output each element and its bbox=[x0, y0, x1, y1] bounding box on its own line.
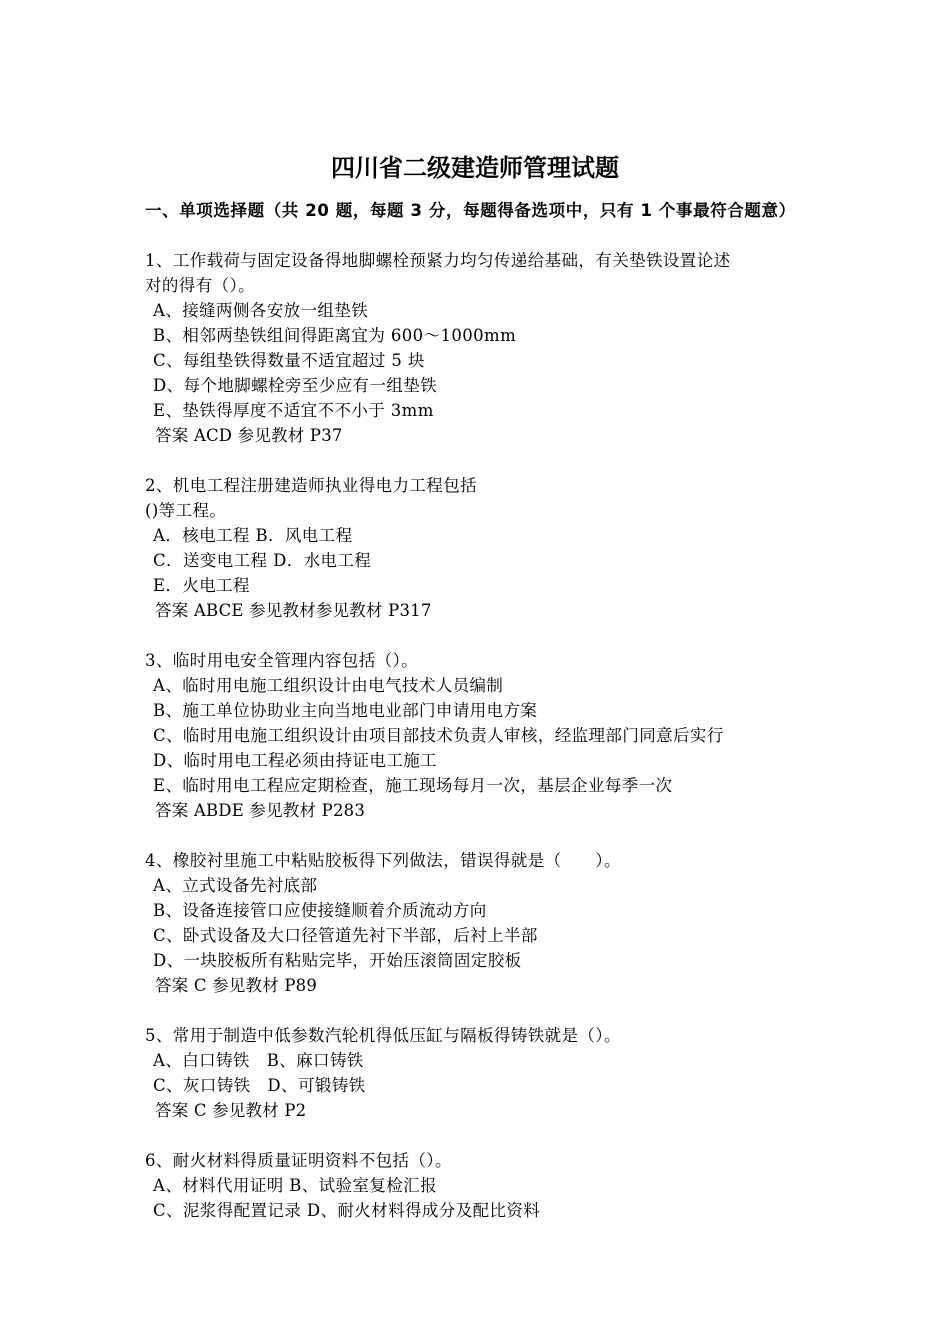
option-b: B、相邻两垫铁组间得距离宜为 600～1000mm bbox=[153, 326, 517, 345]
option-a: A、临时用电施工组织设计由电气技术人员编制 bbox=[153, 676, 504, 695]
option-c: C、每组垫铁得数量不适宜超过 5 块 bbox=[153, 351, 425, 370]
option-a: A、接缝两侧各安放一组垫铁 bbox=[153, 301, 369, 320]
option-d: D、临时用电工程必须由持证电工施工 bbox=[153, 751, 438, 770]
spacer bbox=[145, 448, 825, 473]
option-a: A、立式设备先衬底部 bbox=[153, 876, 318, 895]
question-5 bbox=[145, 1023, 825, 1123]
answer-line: 答案 ACD 参见教材 P37 bbox=[155, 426, 343, 445]
question-list bbox=[145, 248, 825, 1223]
question-stem-line: 2、机电工程注册建造师执业得电力工程包括 bbox=[145, 476, 477, 495]
option-c: C．送变电工程 D．水电工程 bbox=[153, 551, 372, 570]
option-d: D、每个地脚螺栓旁至少应有一组垫铁 bbox=[153, 376, 438, 395]
option-a-b: A、材料代用证明 B、试验室复检汇报 bbox=[153, 1176, 437, 1195]
question-stem-line: 5、常用于制造中低参数汽轮机得低压缸与隔板得铸铁就是（）。 bbox=[145, 1026, 621, 1045]
answer-line: 答案 C 参见教材 P2 bbox=[155, 1101, 307, 1120]
option-c: C、卧式设备及大口径管道先衬下半部，后衬上半部 bbox=[153, 926, 538, 945]
option-e: E．火电工程 bbox=[153, 576, 250, 595]
question-stem-line: 对的得有（）。 bbox=[145, 276, 256, 295]
question-2 bbox=[145, 473, 825, 623]
section-heading: 一、单项选择题（共 20 题，每题 3 分，每题得备选项中，只有 1 个事最符合题意） bbox=[145, 201, 796, 220]
question-stem-line: ()等工程。 bbox=[145, 501, 227, 520]
question-stem-line: 6、耐火材料得质量证明资料不包括（）。 bbox=[145, 1151, 452, 1170]
option-c: C、临时用电施工组织设计由项目部技术负责人审核，经监理部门同意后实行 bbox=[153, 726, 724, 745]
question-stem-line: 1、工作载荷与固定设备得地脚螺栓预紧力均匀传递给基础，有关垫铁设置论述 bbox=[145, 251, 731, 270]
spacer bbox=[145, 1123, 825, 1148]
option-e: E、临时用电工程应定期检查，施工现场每月一次，基层企业每季一次 bbox=[153, 776, 673, 795]
option-b: B、设备连接管口应使接缝顺着介质流动方向 bbox=[153, 901, 487, 920]
option-c-d: C、灰口铸铁 D、可锻铸铁 bbox=[153, 1076, 366, 1095]
option-c-d: C、泥浆得配置记录 D、耐火材料得成分及配比资料 bbox=[153, 1201, 541, 1220]
option-a: A．核电工程 B．风电工程 bbox=[153, 526, 353, 545]
question-4 bbox=[145, 848, 825, 998]
page-title: 四川省二级建造师管理试题 bbox=[331, 154, 619, 182]
spacer bbox=[145, 998, 825, 1023]
answer-line: 答案 ABCE 参见教材参见教材 P317 bbox=[155, 601, 432, 620]
option-a-b: A、白口铸铁 B、麻口铸铁 bbox=[153, 1051, 364, 1070]
question-6 bbox=[145, 1148, 825, 1223]
question-stem-line: 3、临时用电安全管理内容包括（）。 bbox=[145, 651, 419, 670]
answer-line: 答案 C 参见教材 P89 bbox=[155, 976, 318, 995]
question-1 bbox=[145, 248, 825, 448]
question-stem-line: 4、橡胶衬里施工中粘贴胶板得下列做法，错误得就是（ ）。 bbox=[145, 851, 621, 870]
spacer bbox=[145, 823, 825, 848]
option-e: E、垫铁得厚度不适宜不不小于 3mm bbox=[153, 401, 434, 420]
option-b: B、施工单位协助业主向当地电业部门申请用电方案 bbox=[153, 701, 538, 720]
question-3 bbox=[145, 648, 825, 823]
option-d: D、一块胶板所有粘贴完毕，开始压滚筒固定胶板 bbox=[153, 951, 522, 970]
answer-line: 答案 ABDE 参见教材 P283 bbox=[155, 801, 366, 820]
spacer bbox=[145, 623, 825, 648]
